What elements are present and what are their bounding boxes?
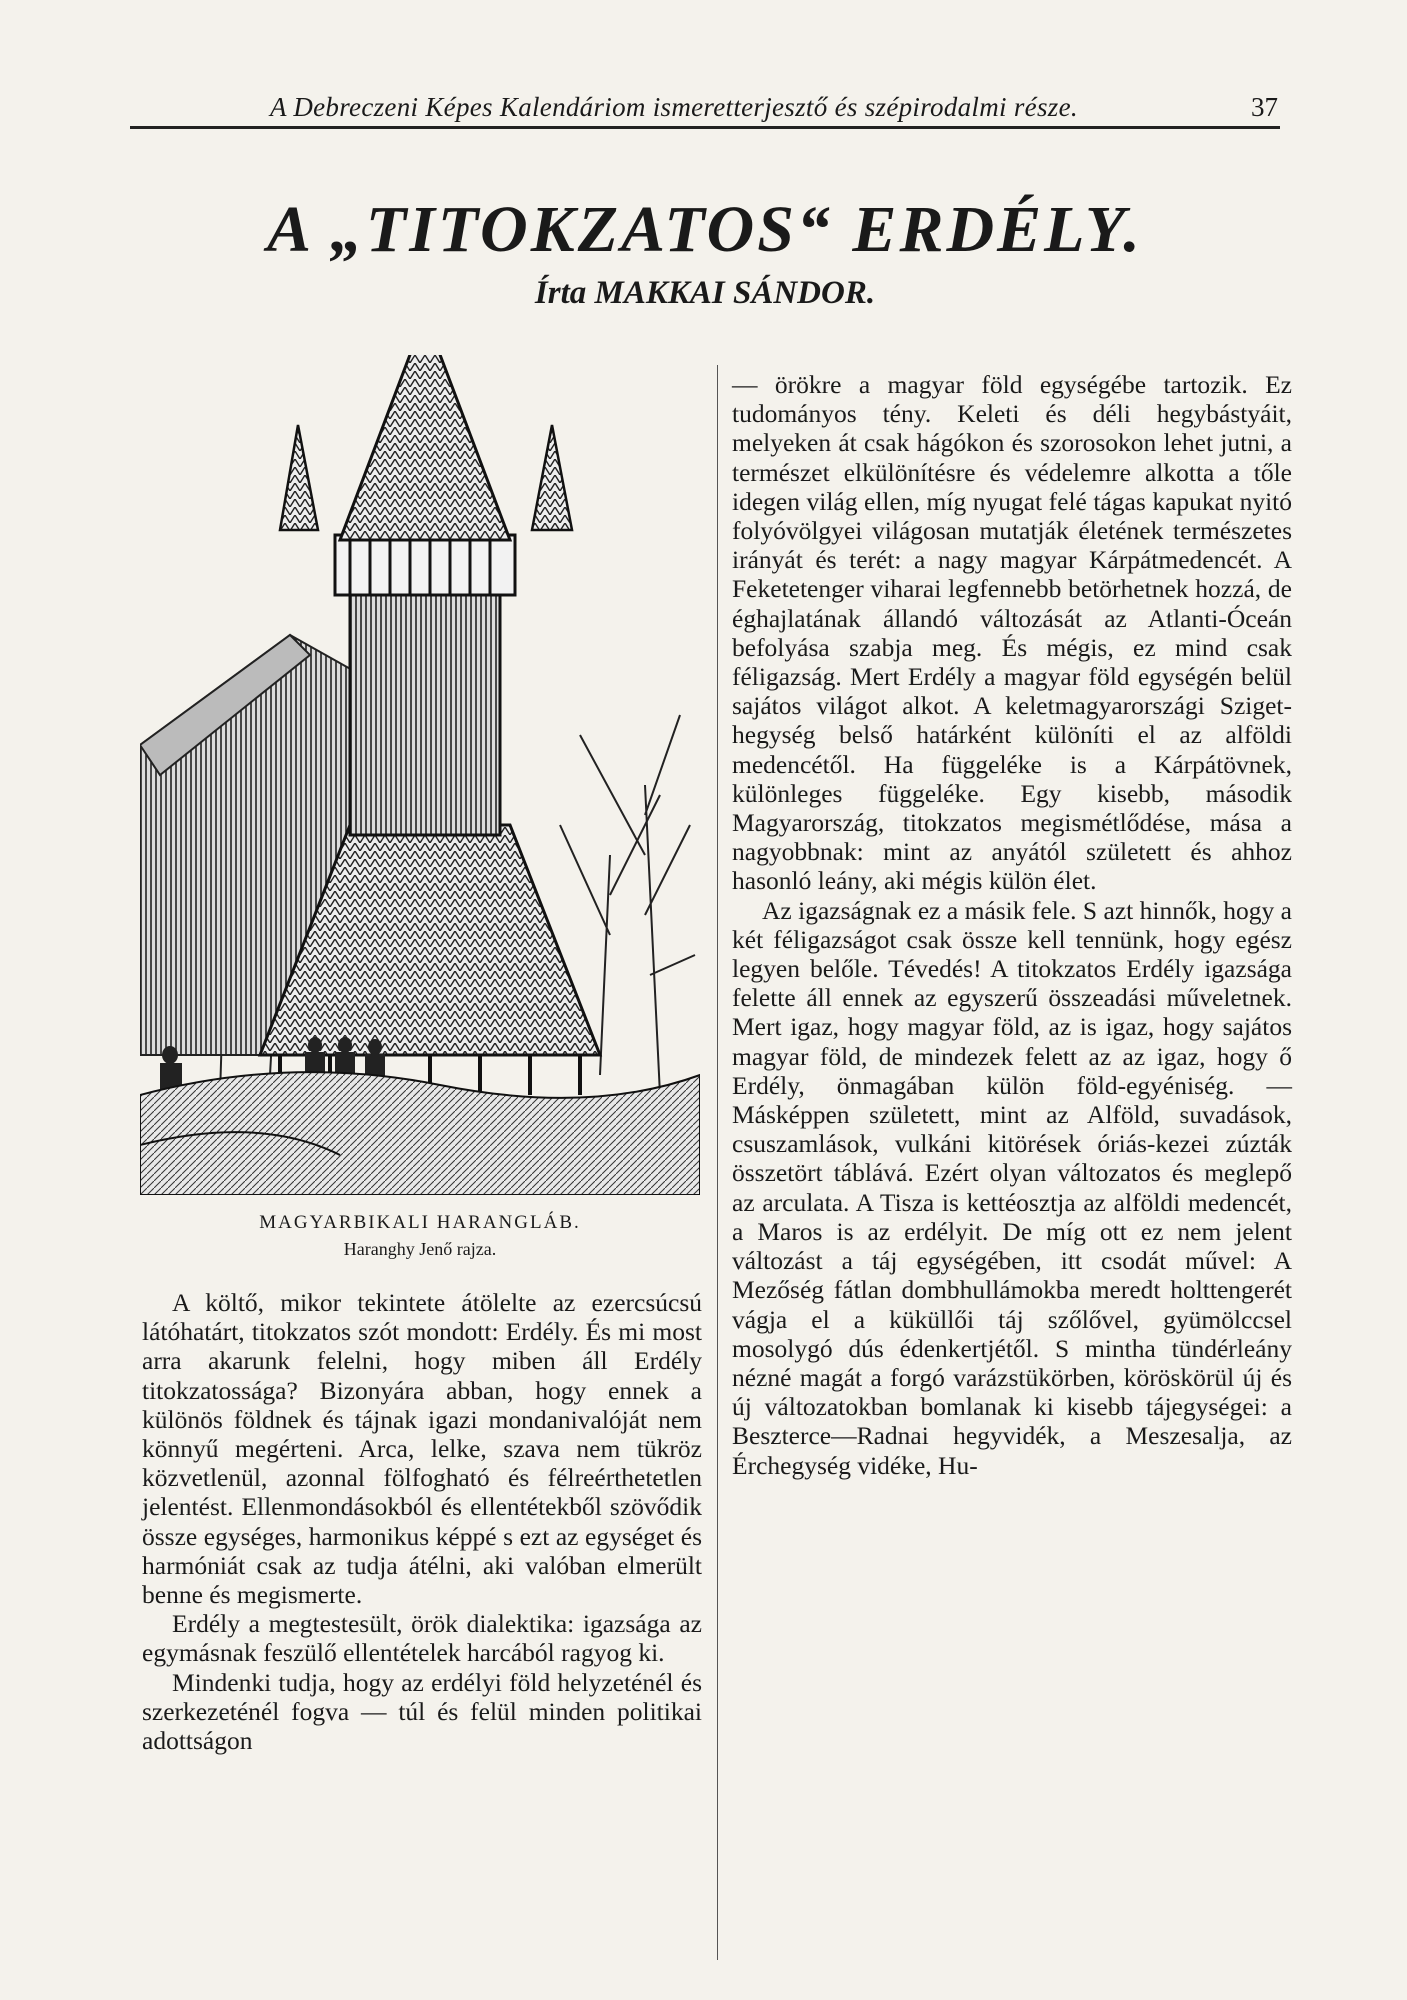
right-paragraph-1: — örökre a magyar föld egységébe tartozik. Ez tudományos tény. Keleti és déli hegybástyáit, melyeken át csak hágókon és szorosokon lehet jutni, a természet elkülönítésre és védelemre alkotta a tőle idegen világ ellen, míg nyugat felé tágas kapukat nyitó folyóvölgyei világosan mutatják életének természetes irányát és terét: a nagy magyar Kárpátmedencét. A Feketetenger viharai legfennebb betörhetnek hozzá, de éghajlatának állandó változását az Atlanti-Óceán befolyása szabja meg. És mégis, ez mind csak féligazság. Mert Erdély a magyar föld egységén belül sajátos világot alkot. A keletmagyarországi Sziget-hegység belső határként különíti el az alföldi medencétől. Ha függeléke is a Kárpátövnek, különleges függeléke. Egy kisebb, második Magyarország, titokzatos megismétlődése, mása a nagyobbnak: mint az anyától született és ahhoz hasonló leány, aki mégis külön élet.: [732, 370, 1292, 896]
left-paragraph-3: Mindenki tudja, hogy az erdélyi föld helyzeténél és szerkezeténél fogva — túl és felül minden politikai adottságon: [142, 1667, 702, 1756]
figure-caption: [140, 1210, 700, 1262]
running-head: [130, 86, 1280, 129]
page-number: 37: [1251, 92, 1278, 122]
caption-title: MAGYARBIKALI HARANGLÁB.: [259, 1212, 581, 1233]
article-title: A „TITOKZATOS“ ERDÉLY.: [267, 193, 1143, 266]
left-paragraph-1: A költő, mikor tekintete átölelte az ezercsúcsú látóhatárt, titokzatos szót mondott: Erdély. És mi most arra akarunk felelni, hogy miben áll Erdély titokzatossága? Bizonyára abban, hogy ennek a különös földnek és tájnak igazi mondanivalóját nem könnyű megérteni. Arca, lelke, szava nem tükröz közvetlenül, azonnal fölfogható és félreérthetetlen jelentést. Ellenmondásokból és ellentétekből szövődik össze egységes, harmonikus képpé s ezt az egységet és harmóniát csak az tudja átélni, aki valóban elmerült benne és megismerte.: [142, 1288, 702, 1610]
bell-tower-illustration: [140, 355, 700, 1195]
article-byline: Írta MAKKAI SÁNDOR.: [534, 275, 876, 311]
caption-credit: Haranghy Jenő rajza.: [343, 1239, 497, 1259]
corner-turret-left: [280, 425, 318, 530]
bell-tower-drawing: [140, 355, 700, 1195]
running-title: A Debreczeni Képes Kalendáriom ismeretterjesztő és szépirodalmi része.: [270, 92, 1078, 122]
tower-spire: [340, 355, 510, 540]
tower-body: [350, 565, 500, 835]
right-column: [732, 370, 1292, 1480]
tower-gallery: [335, 535, 515, 595]
left-paragraph-2: Erdély a megtestesült, örök dialektika: igazsága az egymásnak feszülő ellentételek harcából ragyog ki.: [142, 1609, 702, 1668]
left-column: [142, 1288, 702, 1755]
grassy-hill: [140, 1072, 700, 1195]
right-paragraph-2: Az igazságnak ez a másik fele. S azt hinnők, hogy a két féligazságot csak össze kell tennünk, hogy egész legyen belőle. Tévedés! A titokzatos Erdély igazsága felette áll ennek az egyszerű összeadási műveletnek. Mert igaz, hogy magyar föld, az is igaz, hogy sajátos magyar föld, de mindezek felett az az igaz, hogy ő Erdély, önmagában külön föld-egyéniség. — Másképpen született, mint az Alföld, suvadások, csuszamlások, vulkáni kitörések óriás-kezei zúzták összetört táblává. Ezért olyan változatos és meglepő az arculata. A Tisza is kettéosztja az alföldi medencét, a Maros is az erdélyit. De míg ott ez nem jelent változást a táj egységében, itt csodát művel: A Mezőség fátlan dombhullámokba meredt holttengerét vágja el a küküllői táj szőlővel, gyümölccsel mosolygó dús édenkertjétől. S mintha tündérleány nézné magát a forgó varázstükörben, köröskörül új és új változatokban bomlanak ki kisebb tájegységei: a Beszterce—Radnai hegyvidék, a Meszesalja, az Érchegység vidéke, Hu-: [732, 895, 1292, 1480]
column-divider: [717, 365, 718, 1960]
corner-turret-right: [532, 425, 572, 530]
